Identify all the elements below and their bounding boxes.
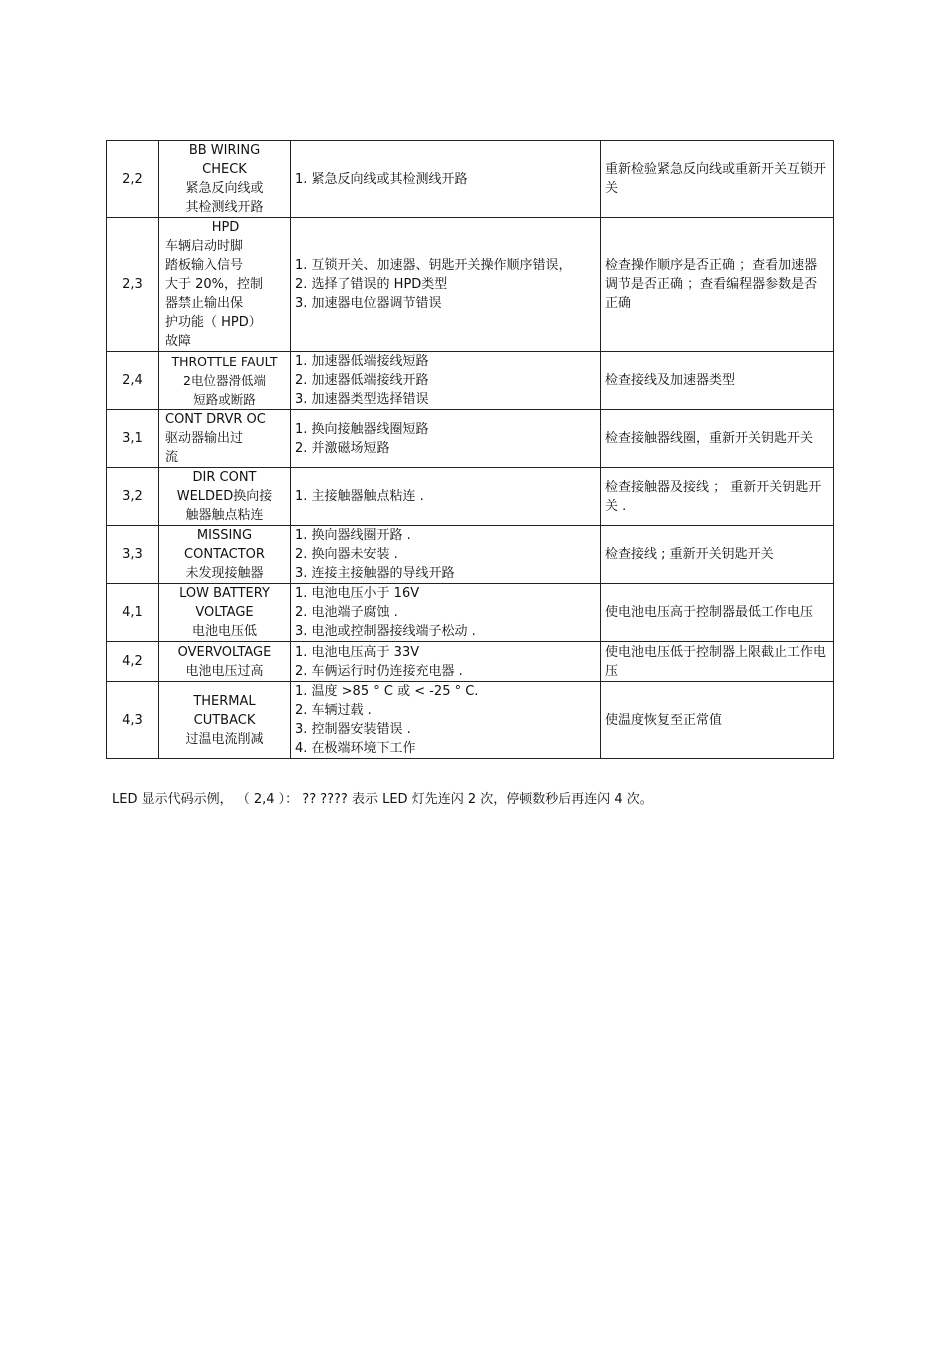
fault-causes: 1. 主接触器触点粘连 . (291, 468, 601, 526)
fault-name: OVERVOLTAGE 电池电压过高 (159, 642, 291, 682)
fault-code: 3,2 (107, 468, 159, 526)
fault-code: 4,1 (107, 584, 159, 642)
fault-code: 2,3 (107, 218, 159, 352)
fault-causes: 1. 电池电压高于 33V 2. 车俩运行时仍连接充电器 . (291, 642, 601, 682)
fault-causes: 1. 加速器低端接线短路 2. 加速器低端接线开路 3. 加速器类型选择错误 (291, 352, 601, 410)
fault-name: MISSING CONTACTOR 未发现接触器 (159, 526, 291, 584)
fault-code: 2,2 (107, 141, 159, 218)
fault-causes: 1. 温度 >85 ° C 或 < -25 ° C. 2. 车辆过载 . 3. 控制器安装错误 . 4. 在极端环境下工作 (291, 682, 601, 759)
led-code-example-note: LED 显示代码示例， （ 2,4 ）： ?? ???? 表示 LED 灯先连闪 2 次，停顿数秒后再连闪 4 次。 (112, 792, 653, 807)
fault-remedy: 检查接线及加速器类型 (601, 352, 834, 410)
fault-causes: 1. 电池电压小于 16V 2. 电池端子腐蚀 . 3. 电池或控制器接线端子松动 . (291, 584, 601, 642)
table-row (107, 642, 834, 682)
fault-remedy: 检查操作顺序是否正确 ；查看加速器调节是否正确 ；查看编程器参数是否正确 (601, 218, 834, 352)
fault-code: 3,1 (107, 410, 159, 468)
fault-name: THROTTLE FAULT 2电位器滑低端 短路或断路 (159, 352, 291, 410)
fault-remedy: 检查接触器及接线 ； 重新开关钥匙开关 . (601, 468, 834, 526)
table-row (107, 682, 834, 759)
fault-remedy: 检查接触器线圈，重新开关钥匙开关 (601, 410, 834, 468)
fault-code: 4,3 (107, 682, 159, 759)
fault-remedy: 检查接线 ; 重新开关钥匙开关 (601, 526, 834, 584)
fault-causes: 1. 换向器线圈开路 . 2. 换向器未安装 . 3. 连接主接触器的导线开路 (291, 526, 601, 584)
table-row (107, 352, 834, 410)
fault-remedy: 使电池电压低于控制器上限截止工作电压 (601, 642, 834, 682)
fault-remedy: 重新检验紧急反向线或重新开关互锁开关 (601, 141, 834, 218)
table-row (107, 410, 834, 468)
fault-name: THERMAL CUTBACK 过温电流削减 (159, 682, 291, 759)
fault-name: BB WIRING CHECK 紧急反向线或 其检测线开路 (159, 141, 291, 218)
fault-name: HPD 车辆启动时脚 踏板输入信号 大于 20%，控制 器禁止输出保 护功能（ HPD） 故障 (159, 218, 291, 352)
fault-remedy: 使电池电压高于控制器最低工作电压 (601, 584, 834, 642)
fault-causes: 1. 互锁开关、加速器、钥匙开关操作顺序错误， 2. 选择了错误的 HPD类型 3. 加速器电位器调节错误 (291, 218, 601, 352)
fault-code: 2,4 (107, 352, 159, 410)
table-row (107, 584, 834, 642)
table-row (107, 526, 834, 584)
table-row (107, 141, 834, 218)
table-row (107, 218, 834, 352)
fault-code: 4,2 (107, 642, 159, 682)
fault-remedy: 使温度恢复至正常值 (601, 682, 834, 759)
fault-name: CONT DRVR OC 驱动器输出过 流 (159, 410, 291, 468)
fault-code: 3,3 (107, 526, 159, 584)
table-row (107, 468, 834, 526)
fault-name: LOW BATTERY VOLTAGE 电池电压低 (159, 584, 291, 642)
fault-name: DIR CONT WELDED换向接 触器触点粘连 (159, 468, 291, 526)
fault-code-table (106, 140, 834, 759)
fault-causes: 1. 换向接触器线圈短路 2. 并激磁场短路 (291, 410, 601, 468)
fault-causes: 1. 紧急反向线或其检测线开路 (291, 141, 601, 218)
